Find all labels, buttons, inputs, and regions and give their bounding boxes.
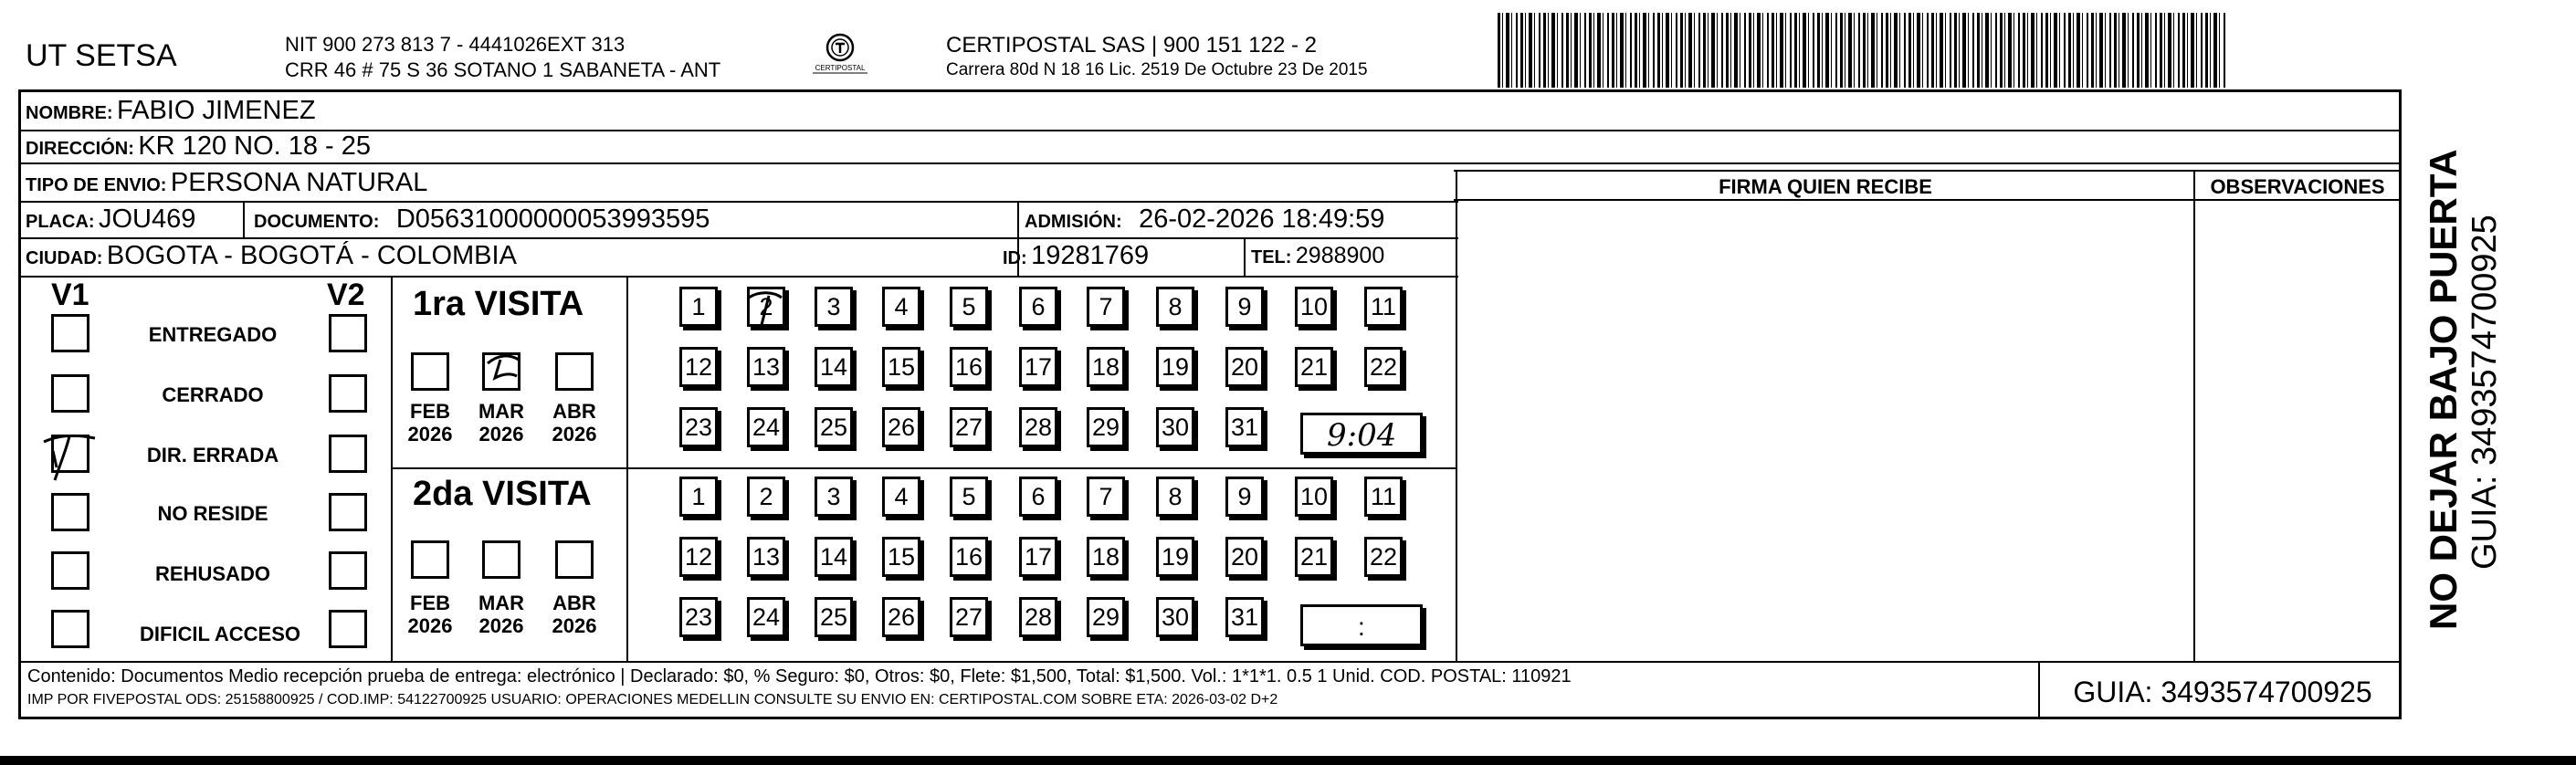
visit-2-day-8-box[interactable]: 8: [1156, 477, 1194, 517]
visit-1-day-29-box[interactable]: 29: [1087, 407, 1125, 447]
visit-1-day-10-box[interactable]: 10: [1295, 287, 1333, 327]
visit-1-day-22-box[interactable]: 22: [1364, 347, 1403, 387]
logo-text: CERTIPOSTAL: [815, 64, 866, 72]
visit-2-month-feb-checkbox[interactable]: [411, 540, 449, 579]
visit-1-day-28-box[interactable]: 28: [1019, 407, 1057, 447]
id-label: ID:: [1003, 248, 1027, 268]
visit-1-day-9-box[interactable]: 9: [1225, 287, 1264, 327]
visit-2-month-feb-label: FEB 2026: [407, 592, 453, 637]
visit-1-day-20-box[interactable]: 20: [1225, 347, 1264, 387]
visit-2-day-4-box[interactable]: 4: [882, 477, 920, 517]
status-v1-no-reside-checkbox[interactable]: [51, 493, 89, 531]
plate-row: [26, 204, 195, 235]
status-v2-rehusado-checkbox[interactable]: [329, 551, 367, 590]
city-label: CIUDAD:: [26, 248, 103, 268]
visit-2-day-22-box[interactable]: 22: [1364, 537, 1403, 577]
side-guia: GUIA: 3493574700925: [2466, 215, 2504, 570]
visit-2-time-box[interactable]: [1300, 604, 1423, 646]
visit-2-day-31-box[interactable]: 31: [1225, 597, 1264, 637]
address-label: DIRECCIÓN:: [26, 139, 134, 159]
status-v1-rehusado-checkbox[interactable]: [51, 551, 89, 590]
visit-1-day-7-box[interactable]: 7: [1087, 287, 1125, 327]
admission-value: 26-02-2026 18:49:59: [1139, 204, 1385, 234]
status-v2-cerrado-checkbox[interactable]: [329, 374, 367, 413]
shipment-type-row: [26, 168, 427, 198]
handwritten-check-mark-icon: [37, 429, 100, 484]
visit-1-day-30-box[interactable]: 30: [1156, 407, 1194, 447]
company-address: CRR 46 # 75 S 36 SOTANO 1 SABANETA - ANT: [285, 58, 721, 81]
visit-2-day-17-box[interactable]: 17: [1019, 537, 1057, 577]
visit-1-month-feb-label: FEB 2026: [407, 400, 453, 445]
recipient-address: KR 120 NO. 18 - 25: [138, 131, 372, 161]
visit-1-day-3-box[interactable]: 3: [815, 287, 853, 327]
visit-2-day-7-box[interactable]: 7: [1087, 477, 1125, 517]
visit-2-day-20-box[interactable]: 20: [1225, 537, 1264, 577]
visit-1-day-16-box[interactable]: 16: [950, 347, 988, 387]
v2-header: V2: [327, 278, 365, 312]
visit-1-day-31-box[interactable]: 31: [1225, 407, 1264, 447]
visit-1-day-12-box[interactable]: 12: [679, 347, 718, 387]
city-value: BOGOTA - BOGOTÁ - COLOMBIA: [106, 241, 517, 270]
visit-2-day-24-box[interactable]: 24: [747, 597, 785, 637]
visit-1-month-abr-checkbox[interactable]: [555, 352, 594, 391]
observations-area[interactable]: [2195, 201, 2400, 661]
tel-label: TEL:: [1251, 247, 1292, 267]
status-v2-dificil-acceso-checkbox[interactable]: [329, 610, 367, 648]
visit-2-day-9-box[interactable]: 9: [1225, 477, 1264, 517]
visit-2-day-19-box[interactable]: 19: [1156, 537, 1194, 577]
document-row: [254, 204, 710, 235]
status-label-cerrado: CERRADO: [162, 383, 264, 406]
status-label-dir-errada: DIR. ERRADA: [146, 444, 279, 466]
visit-1-day-11-box[interactable]: 11: [1364, 287, 1403, 327]
bottom-rule: [0, 756, 2576, 765]
tel-row: [1251, 243, 1384, 269]
visit-1-time-box[interactable]: [1300, 413, 1423, 455]
visit-1-time: 9:04: [1327, 417, 1397, 454]
id-row: [1003, 241, 1149, 271]
visit-2-day-28-box[interactable]: 28: [1019, 597, 1057, 637]
carrier-name: CERTIPOSTAL SAS | 900 151 122 - 2: [946, 33, 1317, 58]
visit-2-day-25-box[interactable]: 25: [815, 597, 853, 637]
status-label-entregado: ENTREGADO: [148, 323, 278, 346]
recipient-name: FABIO JIMENEZ: [117, 96, 316, 125]
visit-2-day-14-box[interactable]: 14: [815, 537, 853, 577]
visit-2-day-21-box[interactable]: 21: [1295, 537, 1333, 577]
visit-2-day-12-box[interactable]: 12: [679, 537, 718, 577]
visit-1-day-6-box[interactable]: 6: [1019, 287, 1057, 327]
visit-1-month-abr-label: ABR 2026: [552, 400, 597, 445]
handwritten-mark-mar-icon: [482, 347, 528, 393]
visit-1-day-8-box[interactable]: 8: [1156, 287, 1194, 327]
signature-area[interactable]: [1457, 201, 2193, 661]
visit-1-day-5-box[interactable]: 5: [950, 287, 988, 327]
tel-value: 2988900: [1295, 243, 1385, 268]
visit-2-month-mar-label: MAR 2026: [478, 592, 525, 637]
status-label-rehusado: REHUSADO: [155, 562, 270, 585]
visit-2-day-13-box[interactable]: 13: [747, 537, 785, 577]
visit-1-day-24-box[interactable]: 24: [747, 407, 785, 447]
observations-header: OBSERVACIONES: [2210, 175, 2385, 198]
visit-2-day-5-box[interactable]: 5: [950, 477, 988, 517]
visit-1-day-2-box[interactable]: 2: [747, 287, 785, 327]
visit-2-day-23-box[interactable]: 23: [679, 597, 718, 637]
visit-1-day-18-box[interactable]: 18: [1087, 347, 1125, 387]
visit-1-month-mar-label: MAR 2026: [478, 400, 525, 445]
visit-2-day-1-box[interactable]: 1: [679, 477, 718, 517]
status-v1-entregado-checkbox[interactable]: [51, 314, 89, 352]
certipostal-logo-icon: [808, 31, 872, 81]
footer-content-line: Contenido: Documentos Medio recepción prueba de entrega: electrónico | Declarado: $0, % Seguro: $0, Otros: $0, Flete: $1,500, Total: $1,500. Vol.: 1*1*1. 0.5 1 Unid. COD. POSTAL: 110921: [27, 666, 1572, 686]
visit-1-day-23-box[interactable]: 23: [679, 407, 718, 447]
plate-value: JOU469: [99, 204, 196, 234]
status-label-no-reside: NO RESIDE: [157, 502, 268, 525]
signature-header: FIRMA QUIEN RECIBE: [1719, 175, 1932, 198]
visit-1-day-25-box[interactable]: 25: [815, 407, 853, 447]
document-label: DOCUMENTO:: [254, 212, 380, 232]
visit-2-month-mar-checkbox[interactable]: [482, 540, 520, 579]
visit-2-month-abr-checkbox[interactable]: [555, 540, 594, 579]
status-v2-no-reside-checkbox[interactable]: [329, 493, 367, 531]
carrier-address: Carrera 80d N 18 16 Lic. 2519 De Octubre 23 De 2015: [946, 60, 1368, 79]
visit-1-day-19-box[interactable]: 19: [1156, 347, 1194, 387]
visit-1-day-26-box[interactable]: 26: [882, 407, 920, 447]
visit-1-day-27-box[interactable]: 27: [950, 407, 988, 447]
visit-2-day-10-box[interactable]: 10: [1295, 477, 1333, 517]
v1-header: V1: [51, 278, 89, 312]
visit-2-day-3-box[interactable]: 3: [815, 477, 853, 517]
admission-label: ADMISIÓN:: [1025, 212, 1122, 232]
status-v1-dificil-acceso-checkbox[interactable]: [51, 610, 89, 648]
visit-2-month-abr-label: ABR 2026: [552, 592, 597, 637]
visit-2-day-11-box[interactable]: 11: [1364, 477, 1403, 517]
status-v1-cerrado-checkbox[interactable]: [51, 374, 89, 413]
visit-2-day-6-box[interactable]: 6: [1019, 477, 1057, 517]
visit-2-day-30-box[interactable]: 30: [1156, 597, 1194, 637]
visit-2-day-2-box[interactable]: 2: [747, 477, 785, 517]
plate-label: PLACA:: [26, 212, 95, 232]
recipient-address-row: [26, 131, 371, 162]
side-notice: NO DEJAR BAJO PUERTA: [2422, 149, 2465, 630]
visit-1-title: 1ra VISITA: [413, 285, 584, 323]
visit-1-day-21-box[interactable]: 21: [1295, 347, 1333, 387]
visit-1-day-13-box[interactable]: 13: [747, 347, 785, 387]
footer-guia: GUIA: 3493574700925: [2073, 676, 2372, 708]
barcode: [1498, 13, 2228, 88]
status-label-dificil-acceso: DIFICIL ACCESO: [139, 623, 300, 645]
city-row: [26, 241, 517, 271]
visit-1-day-15-box[interactable]: 15: [882, 347, 920, 387]
visit-2-day-29-box[interactable]: 29: [1087, 597, 1125, 637]
admission-row: [1025, 204, 1384, 235]
company-name: UT SETSA: [26, 38, 177, 73]
visit-2-day-26-box[interactable]: 26: [882, 597, 920, 637]
visit-1-month-feb-checkbox[interactable]: [411, 352, 449, 391]
id-value: 19281769: [1031, 241, 1150, 270]
visit-1-day-17-box[interactable]: 17: [1019, 347, 1057, 387]
visit-2-day-27-box[interactable]: 27: [950, 597, 988, 637]
visit-2-day-16-box[interactable]: 16: [950, 537, 988, 577]
type-label: TIPO DE ENVIO:: [26, 175, 167, 195]
company-nit: NIT 900 273 813 7 - 4441026EXT 313: [285, 33, 626, 56]
handwritten-mark-day-icon: [741, 283, 793, 334]
visit-2-title: 2da VISITA: [413, 475, 592, 513]
header: [0, 0, 2411, 91]
status-v2-entregado-checkbox[interactable]: [329, 314, 367, 352]
visit-1-day-4-box[interactable]: 4: [882, 287, 920, 327]
visit-2-time: :: [1358, 613, 1365, 641]
visit-1-day-1-box[interactable]: 1: [679, 287, 718, 327]
visit-2-day-18-box[interactable]: 18: [1087, 537, 1125, 577]
name-label: NOMBRE:: [26, 103, 113, 123]
visit-1-day-14-box[interactable]: 14: [815, 347, 853, 387]
status-v2-dir-errada-checkbox[interactable]: [329, 435, 367, 473]
recipient-name-row: [26, 96, 316, 126]
visit-2-day-15-box[interactable]: 15: [882, 537, 920, 577]
shipment-type: PERSONA NATURAL: [170, 168, 428, 197]
document-value: D05631000000053993595: [395, 204, 710, 234]
footer-print-line: IMP POR FIVEPOSTAL ODS: 25158800925 / COD.IMP: 54122700925 USUARIO: OPERACIONES MEDELLIN CONSULTE SU ENVIO EN: CERTIPOSTAL.COM SOBRE ETA: 2026-03-02 D+2: [27, 692, 1278, 707]
